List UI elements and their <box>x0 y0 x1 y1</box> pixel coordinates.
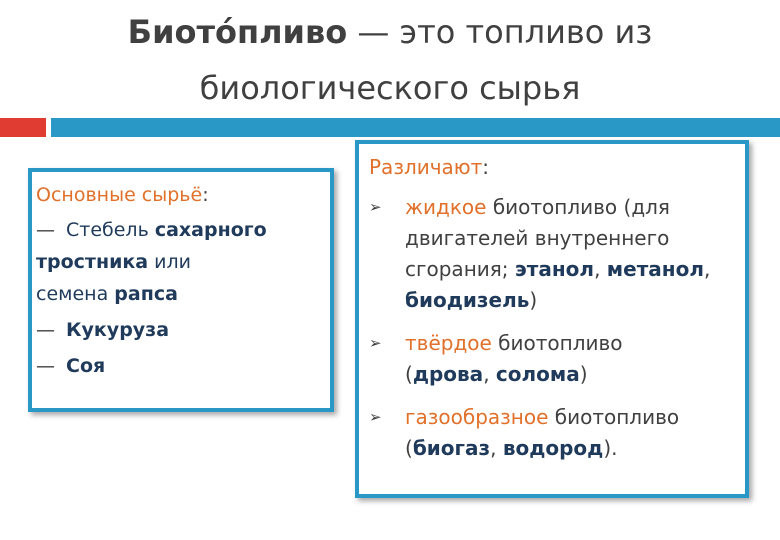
title-definition-start: — это топливо из <box>347 13 653 51</box>
list-item-soy: — Соя <box>36 350 330 382</box>
title-term: Биото́пливо <box>127 13 348 51</box>
arrow-bullet-icon: ➢ <box>369 408 382 426</box>
decorative-red-bar <box>0 118 46 137</box>
list-item-liquid-biofuel: ➢ жидкое биотопливо (для двигателей внутреннего сгорания; этанол, метанол, биодизель) <box>369 192 739 316</box>
dash-marker: — <box>36 219 55 241</box>
list-item-corn: — Кукуруза <box>36 314 330 346</box>
list-item-solid-biofuel: ➢ твёрдое биотопливо (дрова, солома) <box>369 328 739 390</box>
list-item-gaseous-biofuel: ➢ газообразное биотопливо (биогаз, водород). <box>369 402 739 464</box>
decorative-blue-bar <box>51 118 780 137</box>
dash-marker: — <box>36 319 55 341</box>
raw-materials-box <box>28 168 334 412</box>
biofuel-types-heading: Различают: <box>369 155 490 179</box>
raw-materials-heading: Основные сырьё: <box>36 184 209 206</box>
arrow-bullet-icon: ➢ <box>369 198 382 216</box>
title-line-2: биологического сырья <box>199 69 581 107</box>
biofuel-types-box <box>355 140 749 498</box>
title-line-1 <box>40 4 740 60</box>
slide-title <box>40 4 740 116</box>
arrow-bullet-icon: ➢ <box>369 334 382 352</box>
dash-marker: — <box>36 355 55 377</box>
list-item-sugarcane-rapeseed: — Стебель сахарного тростника или семена рапса <box>36 214 330 310</box>
